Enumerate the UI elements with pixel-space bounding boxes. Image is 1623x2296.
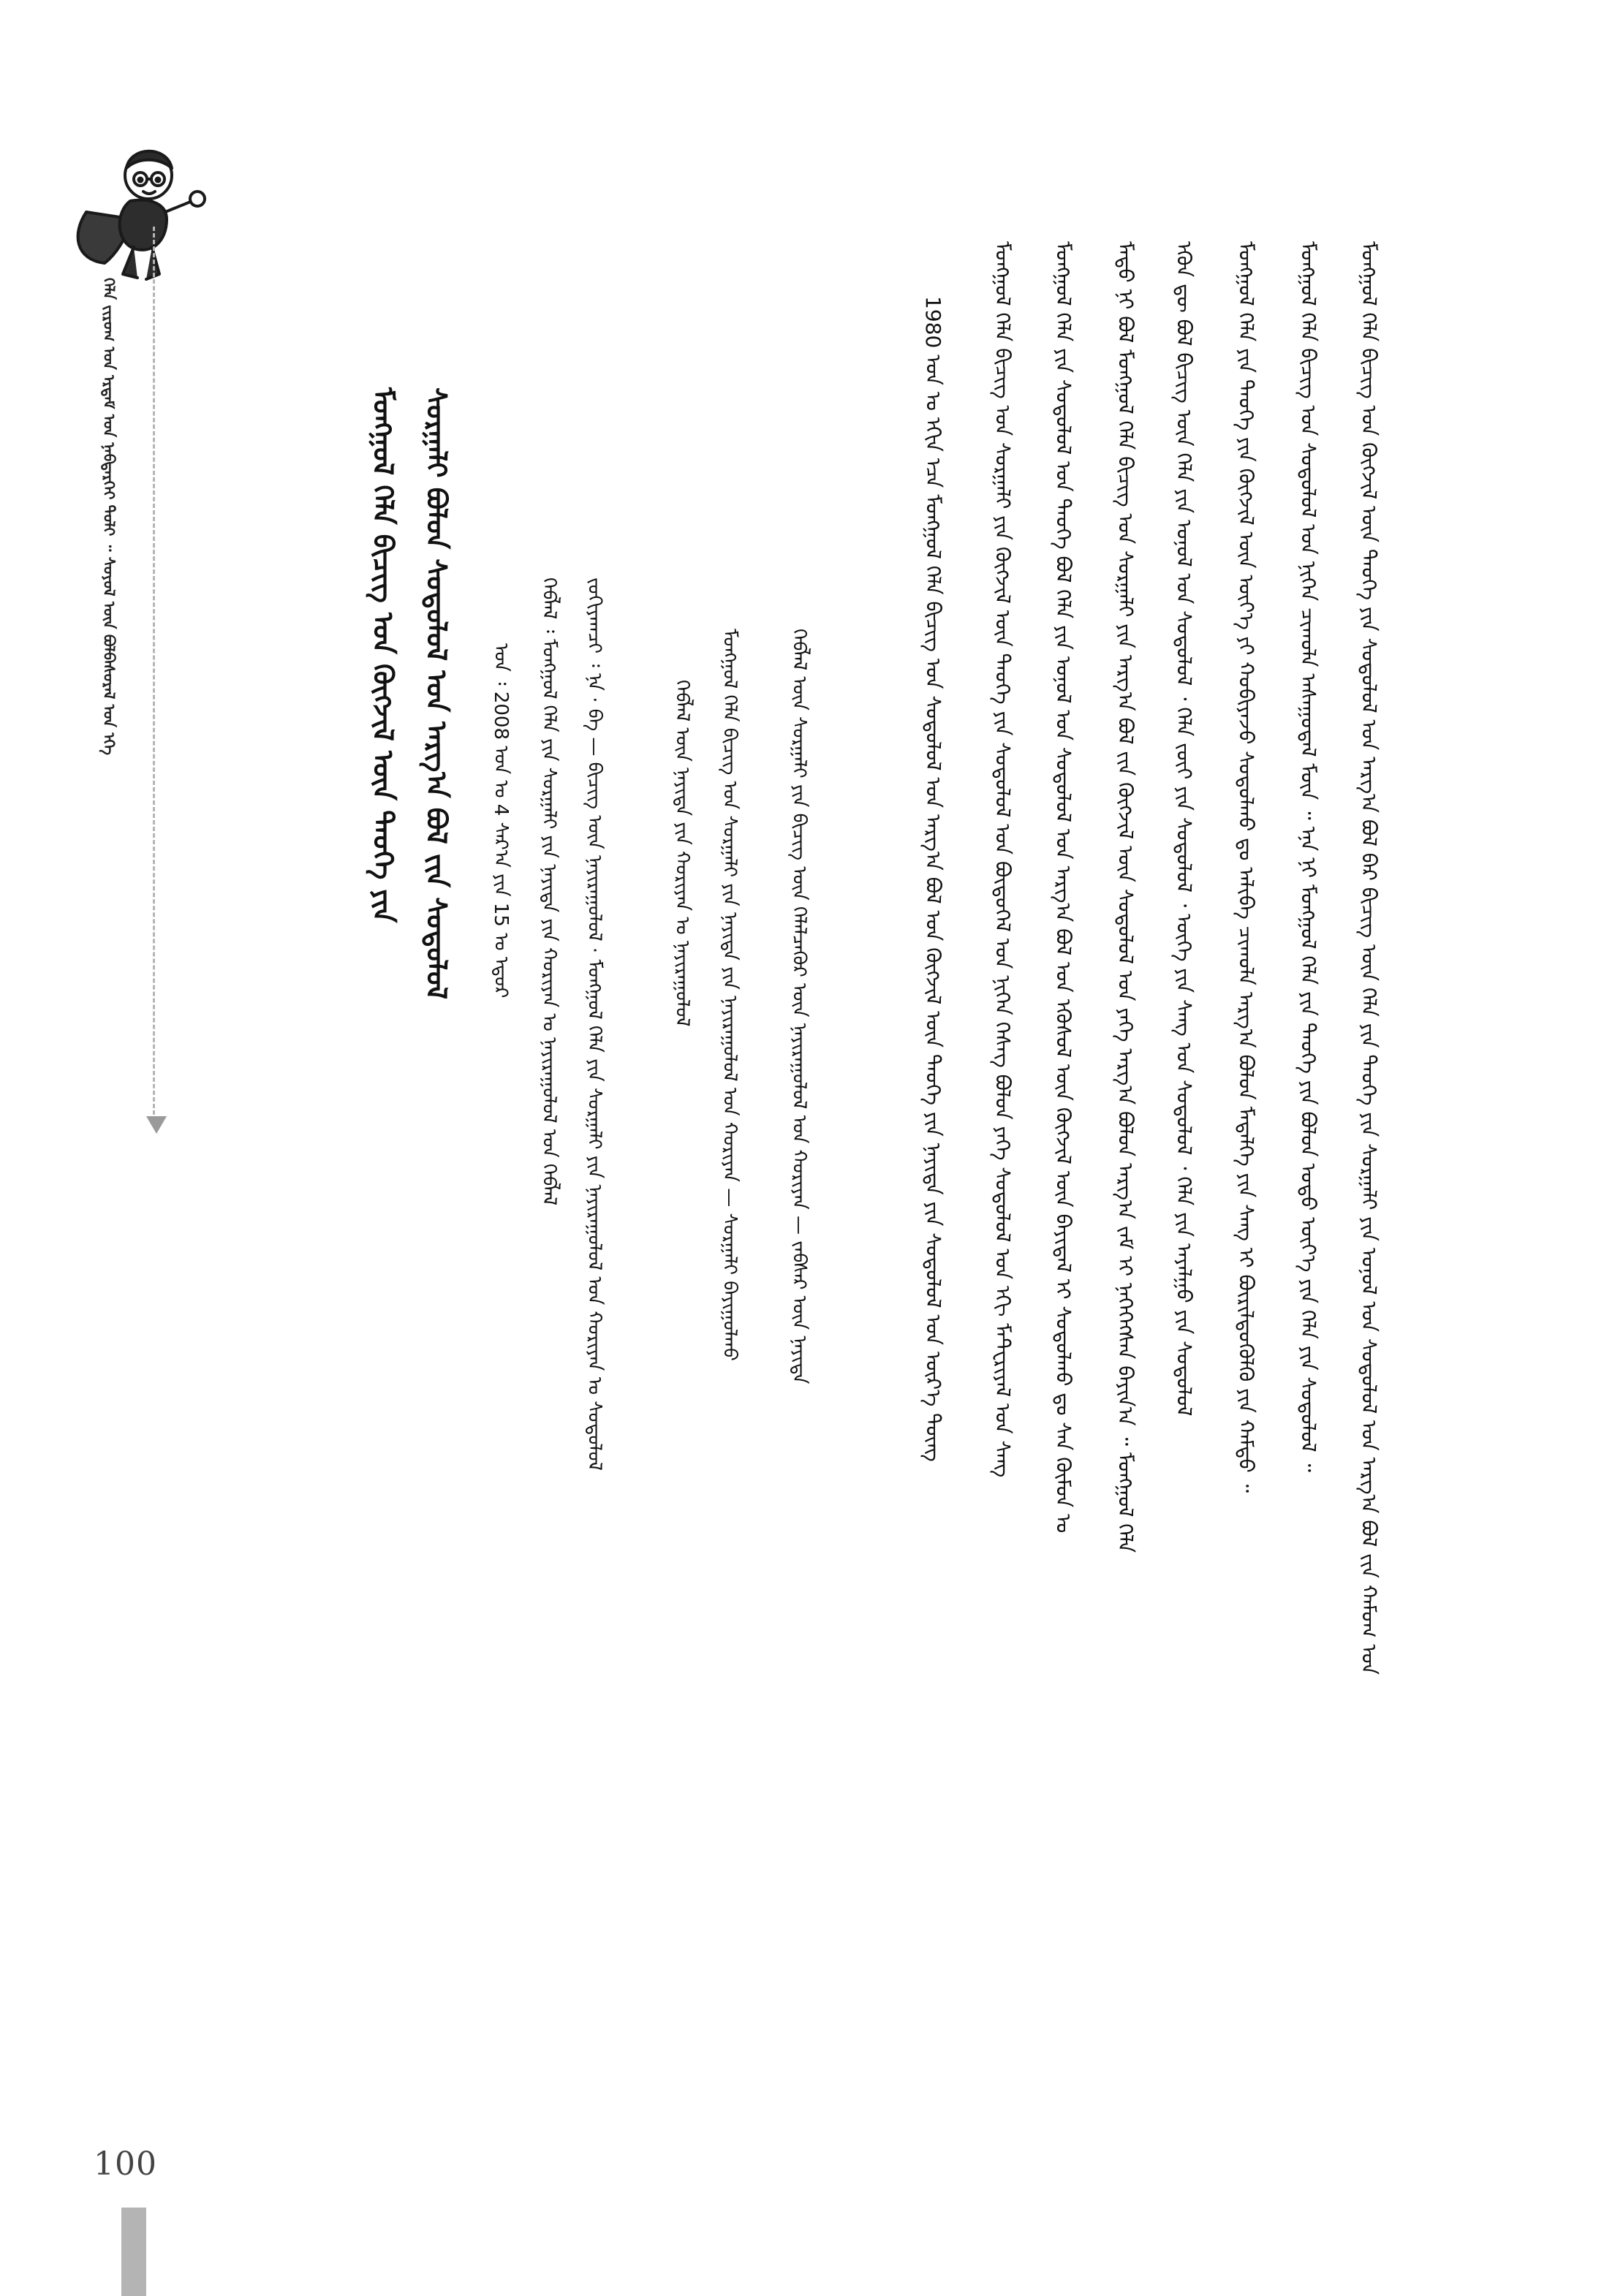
body-column: ᠮᠣᠩᠭᠣᠯ ᠬᠡᠯᠡ ᠪᠢᠴᠢᠭ ᠤᠨ ᠰᠤᠳᠤᠯᠤᠯ ᠤᠨ ᠨᠢᠭᠡᠨ ᠴᠢᠬᠤᠯᠠ ᠠᠰᠠᠭᠤᠳᠠᠯ ᠮᠥᠨ ᠃ ᠡᠨᠡ ᠨᠢ ᠮᠣᠩᠭᠣᠯ ᠬᠡᠯᠡ ᠶᠢᠨ ᠲᠡᠦᠬᠡ ᠶᠢᠨ ᠪᠣᠯᠤᠨ ᠣᠳᠣ ᠦᠶ᠎ᠡ ᠶᠢᠨ ᠬᠡᠯᠡ ᠶᠢᠨ ᠰᠤᠳᠤᠯᠤᠯ ᠃ bbox=[1296, 241, 1320, 1472]
running-header: ᠬᠡᠯᠡ ᠵᠢᠷᠤᠭ ᠤᠨ ᠡᠷᠳᠡᠮ ᠤᠨ ᠨᠡᠪᠲᠡᠷᠬᠡᠢ ᠲᠣᠯᠢ ᠃ ᠰᠣᠶᠣᠯ ᠦᠨ ᠪᠣᠯᠪᠠᠰᠤᠷᠠᠯ ᠤᠨ ᠡᠬᠡ bbox=[100, 278, 118, 756]
source-line-1: ᠬᠡᠪᠯᠡᠯ ᠦᠨ ᠰᠤᠷᠭᠠᠯᠢ ᠶᠢᠨ ᠪᠢᠴᠢᠭ ᠦᠨ ᠬᠡᠯᠡᠯᠴᠡᠭᠦᠷ ᠦᠨ ᠨᠠᠶᠢᠷᠠᠭᠤᠯᠤᠯ ᠤᠨ ᠬᠣᠷᠢᠶᠠᠨ — ᠵᠠᠪᠰᠠᠷ ᠦᠨ ᠨᠡᠶᠢᠲᠡ bbox=[788, 629, 810, 1384]
page-number: 100 bbox=[94, 2145, 157, 2183]
body-column: ᠮᠣᠩᠭᠣᠯ ᠬᠡᠯᠡ ᠶᠢᠨ ᠲᠡᠦᠬᠡ ᠶᠢᠨ ᠬᠥᠭᠵᠢᠯ ᠦᠨ ᠦᠶ᠎ᠡ ᠶᠢ ᠬᠤᠪᠢᠶᠠᠵᠤ ᠰᠤᠳᠤᠯᠬᠤ ᠳᠤ ᠠᠯᠢᠪᠠ ᠴᠢᠬᠤᠯᠠ ᠠᠷᠭ᠎ᠠ ᠪᠣᠯᠤᠨ ᠮᠡᠳᠡᠯᠭᠡ ᠶᠢᠨ ᠰᠠᠩ ᠢ ᠪᠦᠷᠢᠯᠳᠦᠭᠦᠯᠬᠦ ᠶᠢᠨ ᠬᠠᠮᠲᠤ ᠃ bbox=[1234, 241, 1258, 1493]
title-line-2: ᠰᠤᠷᠭᠠᠯᠢ ᠪᠣᠯᠤᠨ ᠰᠤᠳᠤᠯᠤᠯ ᠤᠨ ᠠᠷᠭ᠎ᠠ ᠪᠣᠯ ᠵᠢᠨ ᠰᠤᠳᠤᠯᠤᠯ bbox=[420, 387, 453, 1000]
header-dashed-rule bbox=[153, 227, 155, 1115]
author-line: ᠵᠣᠬᠢᠶᠠᠭᠴᠢ ᠄ ᠨᠠ · ᠪᠠ — ᠪᠢᠴᠢᠭ ᠦᠨ ᠨᠠᠶᠢᠷᠠᠭᠤᠯᠤᠯ · ᠮᠣᠩᠭᠣᠯ ᠬᠡᠯᠡ ᠶᠢᠨ ᠰᠤᠷᠭᠠᠯᠢ ᠶᠢᠨ ᠨᠠᠶᠢᠷᠠᠭᠤᠯᠤᠯ ᠤᠨ ᠬᠣᠷᠢᠶᠠᠨ ᠤ ᠰᠤᠳᠤᠯᠤᠯ bbox=[583, 577, 605, 1471]
source-line-3: ᠬᠡᠪᠯᠡᠯ ᠦᠨ ᠨᠡᠶᠢᠲᠡ ᠶᠢᠨ ᠬᠣᠷᠢᠶᠠᠨ ᠤ ᠨᠠᠶᠢᠷᠠᠭᠤᠯᠤᠯ bbox=[671, 680, 693, 1027]
page-edge-tab bbox=[121, 2208, 146, 2296]
source-line-2: ᠮᠣᠩᠭᠣᠯ ᠬᠡᠯᠡ ᠪᠢᠴᠢᠭ ᠤᠨ ᠰᠤᠷᠭᠠᠯᠢ ᠶᠢᠨ ᠨᠡᠶᠢᠲᠡ ᠶᠢᠨ ᠨᠠᠶᠢᠷᠠᠭᠤᠯᠤᠯ ᠤᠨ ᠬᠣᠷᠢᠶᠠᠨ — ᠰᠤᠷᠭᠠᠯᠢ ᠪᠠᠶᠢᠭᠤᠯᠬᠤ bbox=[719, 629, 741, 1361]
mascot-illustration bbox=[64, 124, 232, 292]
body-column: 1980 ᠣᠨ ᠤ ᠡᠬᠢᠨ ᠡᠴᠡ ᠮᠣᠩᠭᠣᠯ ᠬᠡᠯᠡ ᠪᠢᠴᠢᠭ ᠤᠨ ᠰᠤᠳᠤᠯᠤᠯ ᠤᠨ ᠠᠷᠭ᠎ᠠ ᠪᠣᠯ ᠤᠨ ᠬᠥᠭᠵᠢᠯ ᠦᠨ ᠲᠡᠦᠬᠡ ᠶᠢᠨ ᠨᠡᠶᠢᠲᠡ ᠶᠢᠨ ᠰᠤᠳᠤᠯᠤᠯ ᠤᠨ ᠦᠷ᠎ᠡ ᠳᠦᠩ bbox=[921, 296, 945, 1462]
triangle-marker-icon bbox=[146, 1116, 167, 1134]
body-column: ᠮᠣᠩᠭᠣᠯ ᠬᠡᠯᠡ ᠶᠢᠨ ᠰᠤᠳᠤᠯᠤᠯ ᠤᠨ ᠲᠡᠦᠬᠡ ᠪᠣᠯ ᠬᠡᠯᠡ ᠶᠢᠨ ᠣᠨᠣᠯ ᠤᠨ ᠰᠤᠳᠤᠯᠤᠯ ᠤᠨ ᠠᠷᠭ᠎ᠠ ᠪᠣᠯ ᠤᠨ ᠡᠭᠦᠰᠦᠯ ᠦᠨ ᠬᠥᠭᠵᠢᠯ ᠦᠨ ᠪᠠᠶᠢᠳᠠᠯ ᠢ ᠰᠤᠳᠤᠯᠬᠤ ᠳᠤ ᠰᠠᠨ ᠬᠥᠮᠦᠨ ᠤ bbox=[1051, 241, 1075, 1534]
body-column: ᠡᠭᠦᠨ ᠳᠦ ᠪᠣᠯ ᠪᠢᠴᠢᠭ ᠦᠨ ᠬᠡᠯᠡ ᠶᠢᠨ ᠣᠨᠣᠯ ᠤᠨ ᠰᠤᠳᠤᠯᠤᠯ ᠂ ᠬᠡᠯᠡ ᠵᠦᠢ ᠶᠢᠨ ᠰᠤᠳᠤᠯᠤᠯ ᠂ ᠦᠭᠡ ᠶᠢᠨ ᠰᠠᠩ ᠤᠨ ᠰᠤᠳᠤᠯᠤᠯ ᠂ ᠬᠡᠯᠡ ᠶᠢᠨ ᠠᠶᠠᠯᠭᠤ ᠶᠢᠨ ᠰᠤᠳᠤᠯᠤᠯ bbox=[1172, 241, 1196, 1417]
title-line-1: ᠮᠣᠩᠭᠣᠯ ᠬᠡᠯᠡ ᠪᠢᠴᠢᠭ ᠤᠨ ᠬᠥᠭᠵᠢᠯ ᠦᠨ ᠲᠡᠦᠬᠡ ᠶᠢᠨ bbox=[367, 387, 399, 923]
body-column: ᠮᠣᠩᠭᠣᠯ ᠬᠡᠯᠡ ᠪᠢᠴᠢᠭ ᠤᠨ ᠰᠤᠷᠭᠠᠯᠢ ᠶᠢᠨ ᠬᠥᠭᠵᠢᠯ ᠦᠨ ᠲᠡᠦᠬᠡ ᠶᠢᠨ ᠰᠤᠳᠤᠯᠤᠯ ᠤᠨ ᠪᠦᠲᠦᠭᠡᠯ ᠤᠨ ᠨᠢᠭᠡᠨ ᠬᠡᠰᠡᠭ ᠪᠣᠯᠤᠨ ᠶᠡᠬᠡ ᠰᠤᠳᠤᠯᠤᠯ ᠤᠨ ᠡᠬᠢ ᠮᠠᠲᠧᠷᠢᠶᠠᠯ ᠤᠨ ᠰᠠᠩ bbox=[991, 241, 1015, 1478]
body-column: ᠮᠣᠩᠭᠣᠯ ᠬᠡᠯᠡ ᠪᠢᠴᠢᠭ ᠤᠨ ᠬᠥᠭᠵᠢᠯ ᠦᠨ ᠲᠡᠦᠬᠡ ᠶᠢᠨ ᠰᠤᠳᠤᠯᠤᠯ ᠤᠨ ᠠᠷᠭ᠎ᠠ ᠪᠣᠯ ᠪᠡᠷ ᠪᠢᠴᠢᠭ ᠦᠨ ᠬᠡᠯᠡ ᠶᠢᠨ ᠲᠡᠦᠬᠡ ᠶᠢᠨ ᠰᠤᠷᠭᠠᠯᠢ ᠶᠢᠨ ᠣᠨᠣᠯ ᠤᠨ ᠰᠤᠳᠤᠯᠤᠯ ᠤᠨ ᠠᠷᠭ᠎ᠠ ᠪᠣᠯ ᠵᠢᠨ ᠬᠠᠮᠤᠭ ᠤᠨ bbox=[1357, 241, 1381, 1675]
date-line: ᠣᠨ ᠄ 2008 ᠣᠨ ᠤ 4 ᠰᠠᠷ᠎ᠠ ᠶᠢᠨ 15 ᠤ ᠡᠳᠦᠷ bbox=[490, 643, 512, 999]
publisher-line: ᠬᠡᠪᠯᠡᠯ ᠄ ᠮᠣᠩᠭᠣᠯ ᠬᠡᠯᠡ ᠶᠢᠨ ᠰᠤᠷᠭᠠᠯᠢ ᠶᠢᠨ ᠨᠡᠶᠢᠲᠡ ᠶᠢᠨ ᠬᠣᠷᠢᠶᠠᠨ ᠤ ᠨᠠᠶᠢᠷᠠᠭᠤᠯᠤᠯ ᠤᠨ ᠬᠡᠪᠯᠡᠯ bbox=[538, 577, 560, 1206]
body-column: ᠮᠡᠳᠦ ᠨᠢ ᠪᠣᠯ ᠮᠣᠩᠭᠣᠯ ᠬᠡᠯᠡ ᠪᠢᠴᠢᠭ ᠤᠨ ᠰᠤᠷᠭᠠᠯᠢ ᠶᠢᠨ ᠠᠷᠭ᠎ᠠ ᠪᠣᠯ ᠵᠢᠨ ᠬᠥᠭᠵᠢᠯ ᠦᠨ ᠰᠤᠳᠤᠯᠤᠯ ᠤᠨ ᠶᠡᠬᠡ ᠠᠷᠭ᠎ᠠ ᠪᠣᠯᠤᠨ ᠠᠷᠭ᠎ᠠ ᠵᠠᠮ ᠢ ᠨᠡᠭᠡᠭᠡᠭᠰᠡᠨ ᠪᠠᠶᠢᠨ᠎ᠠ ᠃ ᠮᠣᠩᠭᠣᠯ ᠬᠡᠯᠡ bbox=[1113, 241, 1138, 1553]
